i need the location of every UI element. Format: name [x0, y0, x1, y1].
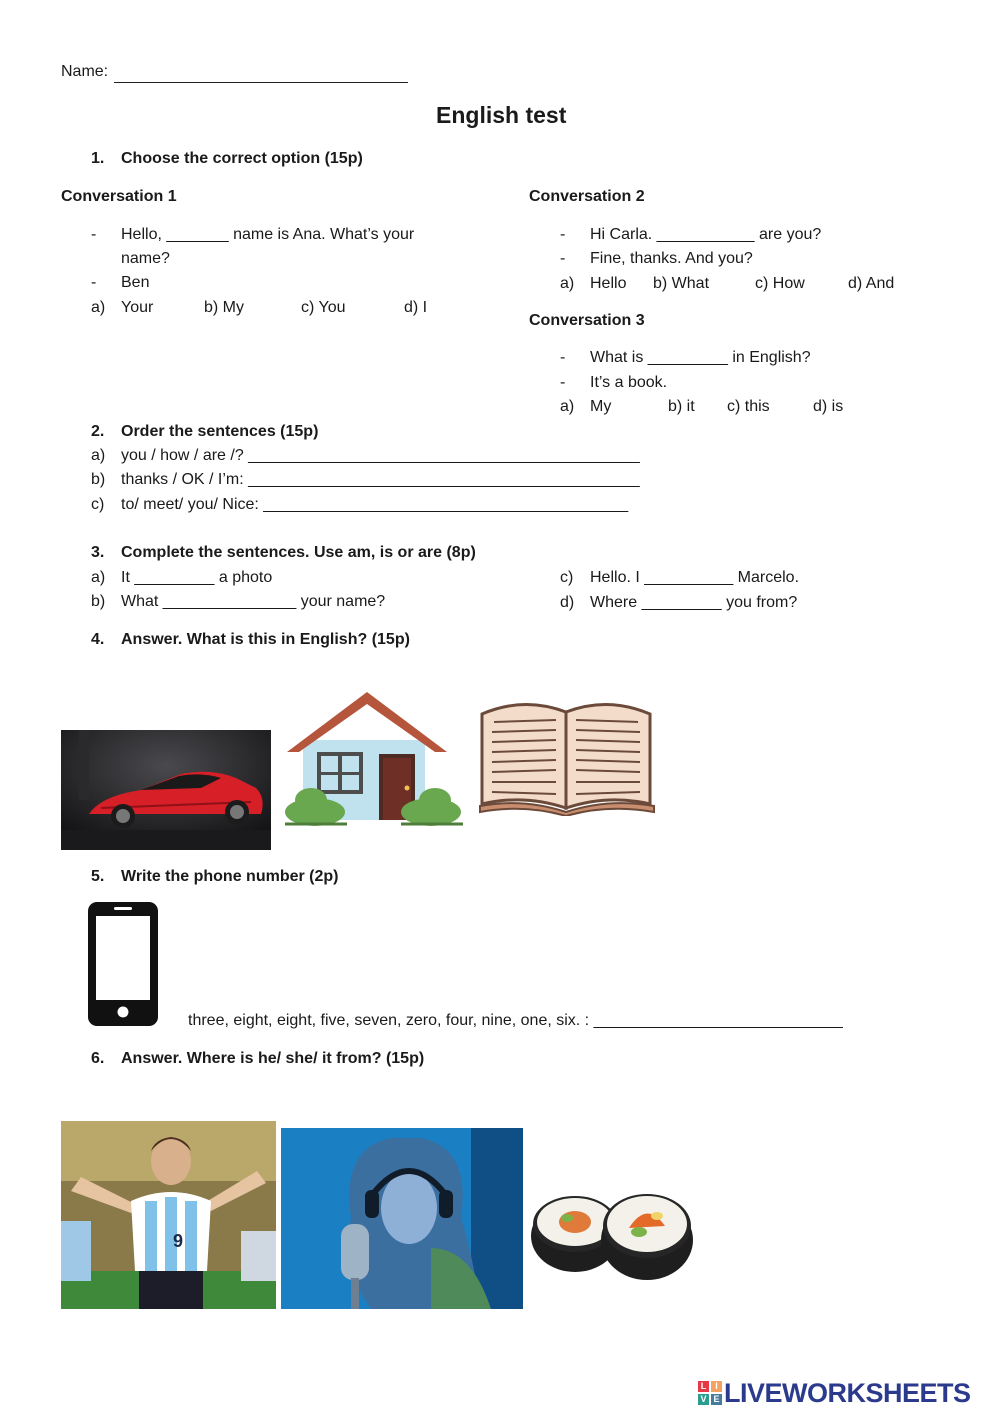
- q6-heading: Answer. Where is he/ she/ it from? (15p): [121, 1050, 425, 1067]
- item-letter: a): [91, 447, 106, 464]
- order-sentence-c[interactable]: to/ meet/ you/ Nice: _________________________________________: [121, 496, 629, 513]
- svg-text:9: 9: [173, 1231, 184, 1251]
- item-letter: a): [91, 569, 106, 586]
- option-d[interactable]: d) I: [404, 299, 428, 316]
- q4-heading: Answer. What is this in English? (15p): [121, 631, 410, 648]
- singer-image: [281, 1128, 523, 1309]
- q3-heading: Complete the sentences. Use am, is or are (8p): [121, 544, 476, 561]
- complete-sentence-b[interactable]: What _______________ your name?: [121, 593, 386, 610]
- option-d[interactable]: d) is: [813, 398, 844, 415]
- option-b[interactable]: b) What: [653, 275, 710, 292]
- item-letter: b): [91, 471, 106, 488]
- q2-heading: Order the sentences (15p): [121, 423, 319, 440]
- conversation-2-line: Hi Carla. ___________ are you?: [590, 226, 822, 243]
- q2-number: 2.: [91, 423, 105, 440]
- item-letter: c): [560, 569, 574, 586]
- car-image: [61, 730, 271, 850]
- option-letter: a): [560, 398, 575, 415]
- option-letter: a): [560, 275, 575, 292]
- dash: -: [91, 274, 97, 291]
- option-a[interactable]: Your: [121, 299, 154, 316]
- q1-heading: Choose the correct option (15p): [121, 150, 363, 167]
- complete-sentence-c[interactable]: Hello. I __________ Marcelo.: [590, 569, 800, 586]
- conversation-3-line: It’s a book.: [590, 374, 668, 391]
- logo-letter-l: L: [698, 1381, 709, 1392]
- conversation-1-label: Conversation 1: [61, 188, 177, 205]
- option-c[interactable]: c) You: [301, 299, 346, 316]
- dash: -: [560, 226, 566, 243]
- book-image: [478, 696, 656, 816]
- conversation-3-line: What is _________ in English?: [590, 349, 811, 366]
- conversation-3-label: Conversation 3: [529, 312, 645, 329]
- name-label: Name:: [61, 63, 109, 80]
- dash: -: [560, 374, 566, 391]
- option-b[interactable]: b) My: [204, 299, 244, 316]
- q5-heading: Write the phone number (2p): [121, 868, 339, 885]
- dash: -: [560, 250, 566, 267]
- logo-letter-v: V: [698, 1394, 709, 1405]
- conversation-1-line: Ben: [121, 274, 150, 291]
- item-letter: c): [91, 496, 105, 513]
- order-sentence-a[interactable]: you / how / are /? ____________________________________________: [121, 447, 640, 464]
- option-a[interactable]: My: [590, 398, 612, 415]
- conversation-2-label: Conversation 2: [529, 188, 645, 205]
- logo-letter-e: E: [711, 1394, 722, 1405]
- option-c[interactable]: c) How: [755, 275, 805, 292]
- sushi-image: [525, 1180, 695, 1286]
- complete-sentence-a[interactable]: It _________ a photo: [121, 569, 273, 586]
- logo-letter-i: I: [711, 1381, 722, 1392]
- q3-number: 3.: [91, 544, 105, 561]
- logo-grid-icon: [698, 1381, 722, 1405]
- phone-icon: [86, 900, 160, 1028]
- q5-number: 5.: [91, 868, 105, 885]
- option-letter: a): [91, 299, 106, 316]
- q6-number: 6.: [91, 1050, 105, 1067]
- option-b[interactable]: b) it: [668, 398, 695, 415]
- dash: -: [560, 349, 566, 366]
- order-sentence-b[interactable]: thanks / OK / I’m: ____________________________________________: [121, 471, 640, 488]
- conversation-1-line: Hello, _______ name is Ana. What’s your: [121, 226, 415, 243]
- item-letter: d): [560, 594, 575, 611]
- name-input[interactable]: [114, 62, 408, 83]
- house-image: [283, 688, 465, 830]
- page-title: English test: [436, 102, 567, 128]
- brand-name: LIVEWORKSHEETS: [724, 1378, 971, 1408]
- phone-number-prompt[interactable]: three, eight, eight, five, seven, zero, four, nine, one, six. : ____________________________: [188, 1012, 843, 1029]
- q1-number: 1.: [91, 150, 105, 167]
- q4-number: 4.: [91, 631, 105, 648]
- conversation-2-line: Fine, thanks. And you?: [590, 250, 753, 267]
- complete-sentence-d[interactable]: Where _________ you from?: [590, 594, 798, 611]
- football-player-image: [61, 1121, 276, 1309]
- conversation-1-line: name?: [121, 250, 170, 267]
- dash: -: [91, 226, 97, 243]
- option-d[interactable]: d) And: [848, 275, 895, 292]
- option-a[interactable]: Hello: [590, 275, 627, 292]
- item-letter: b): [91, 593, 106, 610]
- option-c[interactable]: c) this: [727, 398, 770, 415]
